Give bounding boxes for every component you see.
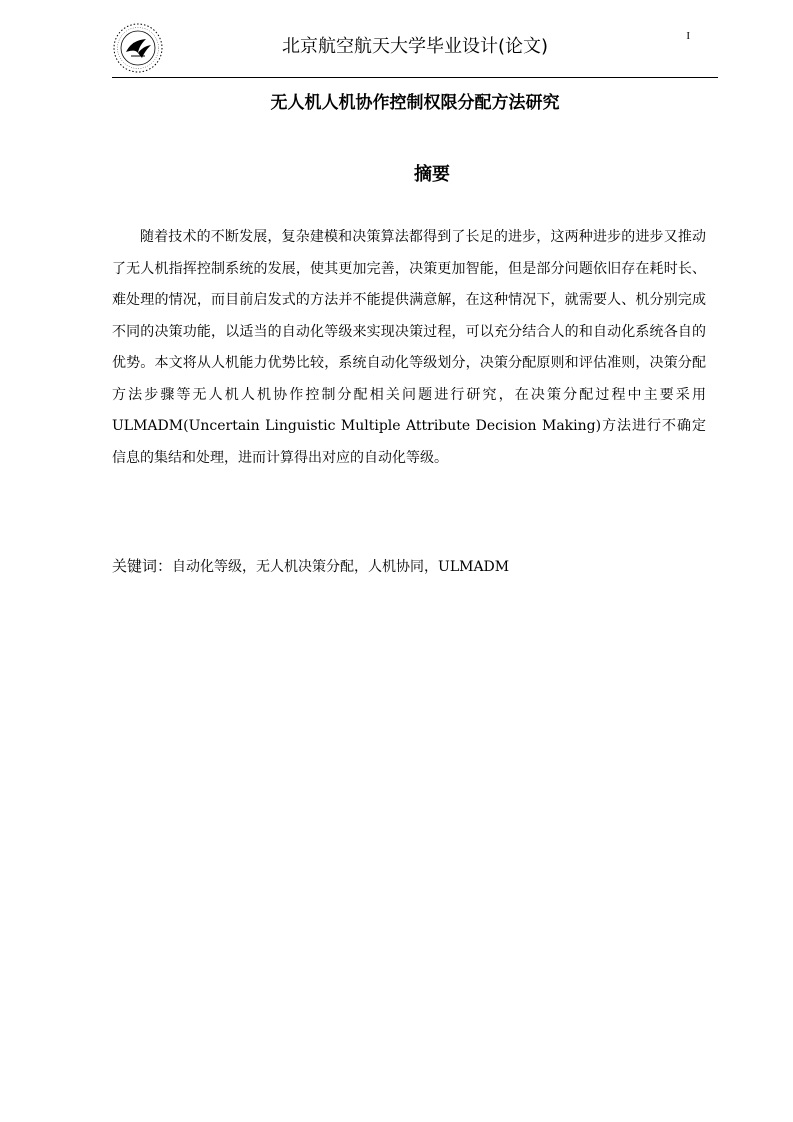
keywords-line	[112, 555, 706, 576]
abstract-paragraph: 随着技术的不断发展，复杂建模和决策算法都得到了长足的进步，这两种进步的进步又推动了无人机指挥控制系统的发展，使其更加完善，决策更加智能，但是部分问题依旧存在耗时长、难处理的情况，而目前启发式的方法并不能提供满意解，在这种情况下，就需要人、机分别完成不同的决策功能，以适当的自动化等级来实现决策过程，可以充分结合人的和自动化系统各自的优势。本文将从人机能力优势比较，系统自动化等级划分，决策分配原则和评估准则，决策分配方法步骤等无人机人机协作控制分配相关问题进行研究，在决策分配过程中主要采用ULMADM(Uncertain Linguistic Multiple Attribute Decision Making)方法进行不确定信息的集结和处理，进而计算得出对应的自动化等级。	[112, 229, 706, 466]
page-number: I	[686, 30, 690, 42]
abstract-heading: 摘要	[414, 164, 450, 185]
thesis-title: 无人机人机协作控制权限分配方法研究	[270, 93, 560, 113]
university-header-title: 北京航空航天大学毕业设计(论文)	[281, 36, 549, 57]
keywords-text: 自动化等级，无人机决策分配，人机协同，ULMADM	[172, 559, 510, 575]
page-header	[112, 20, 718, 78]
header-divider	[112, 77, 718, 78]
keywords-label: 关键词：	[112, 557, 173, 575]
